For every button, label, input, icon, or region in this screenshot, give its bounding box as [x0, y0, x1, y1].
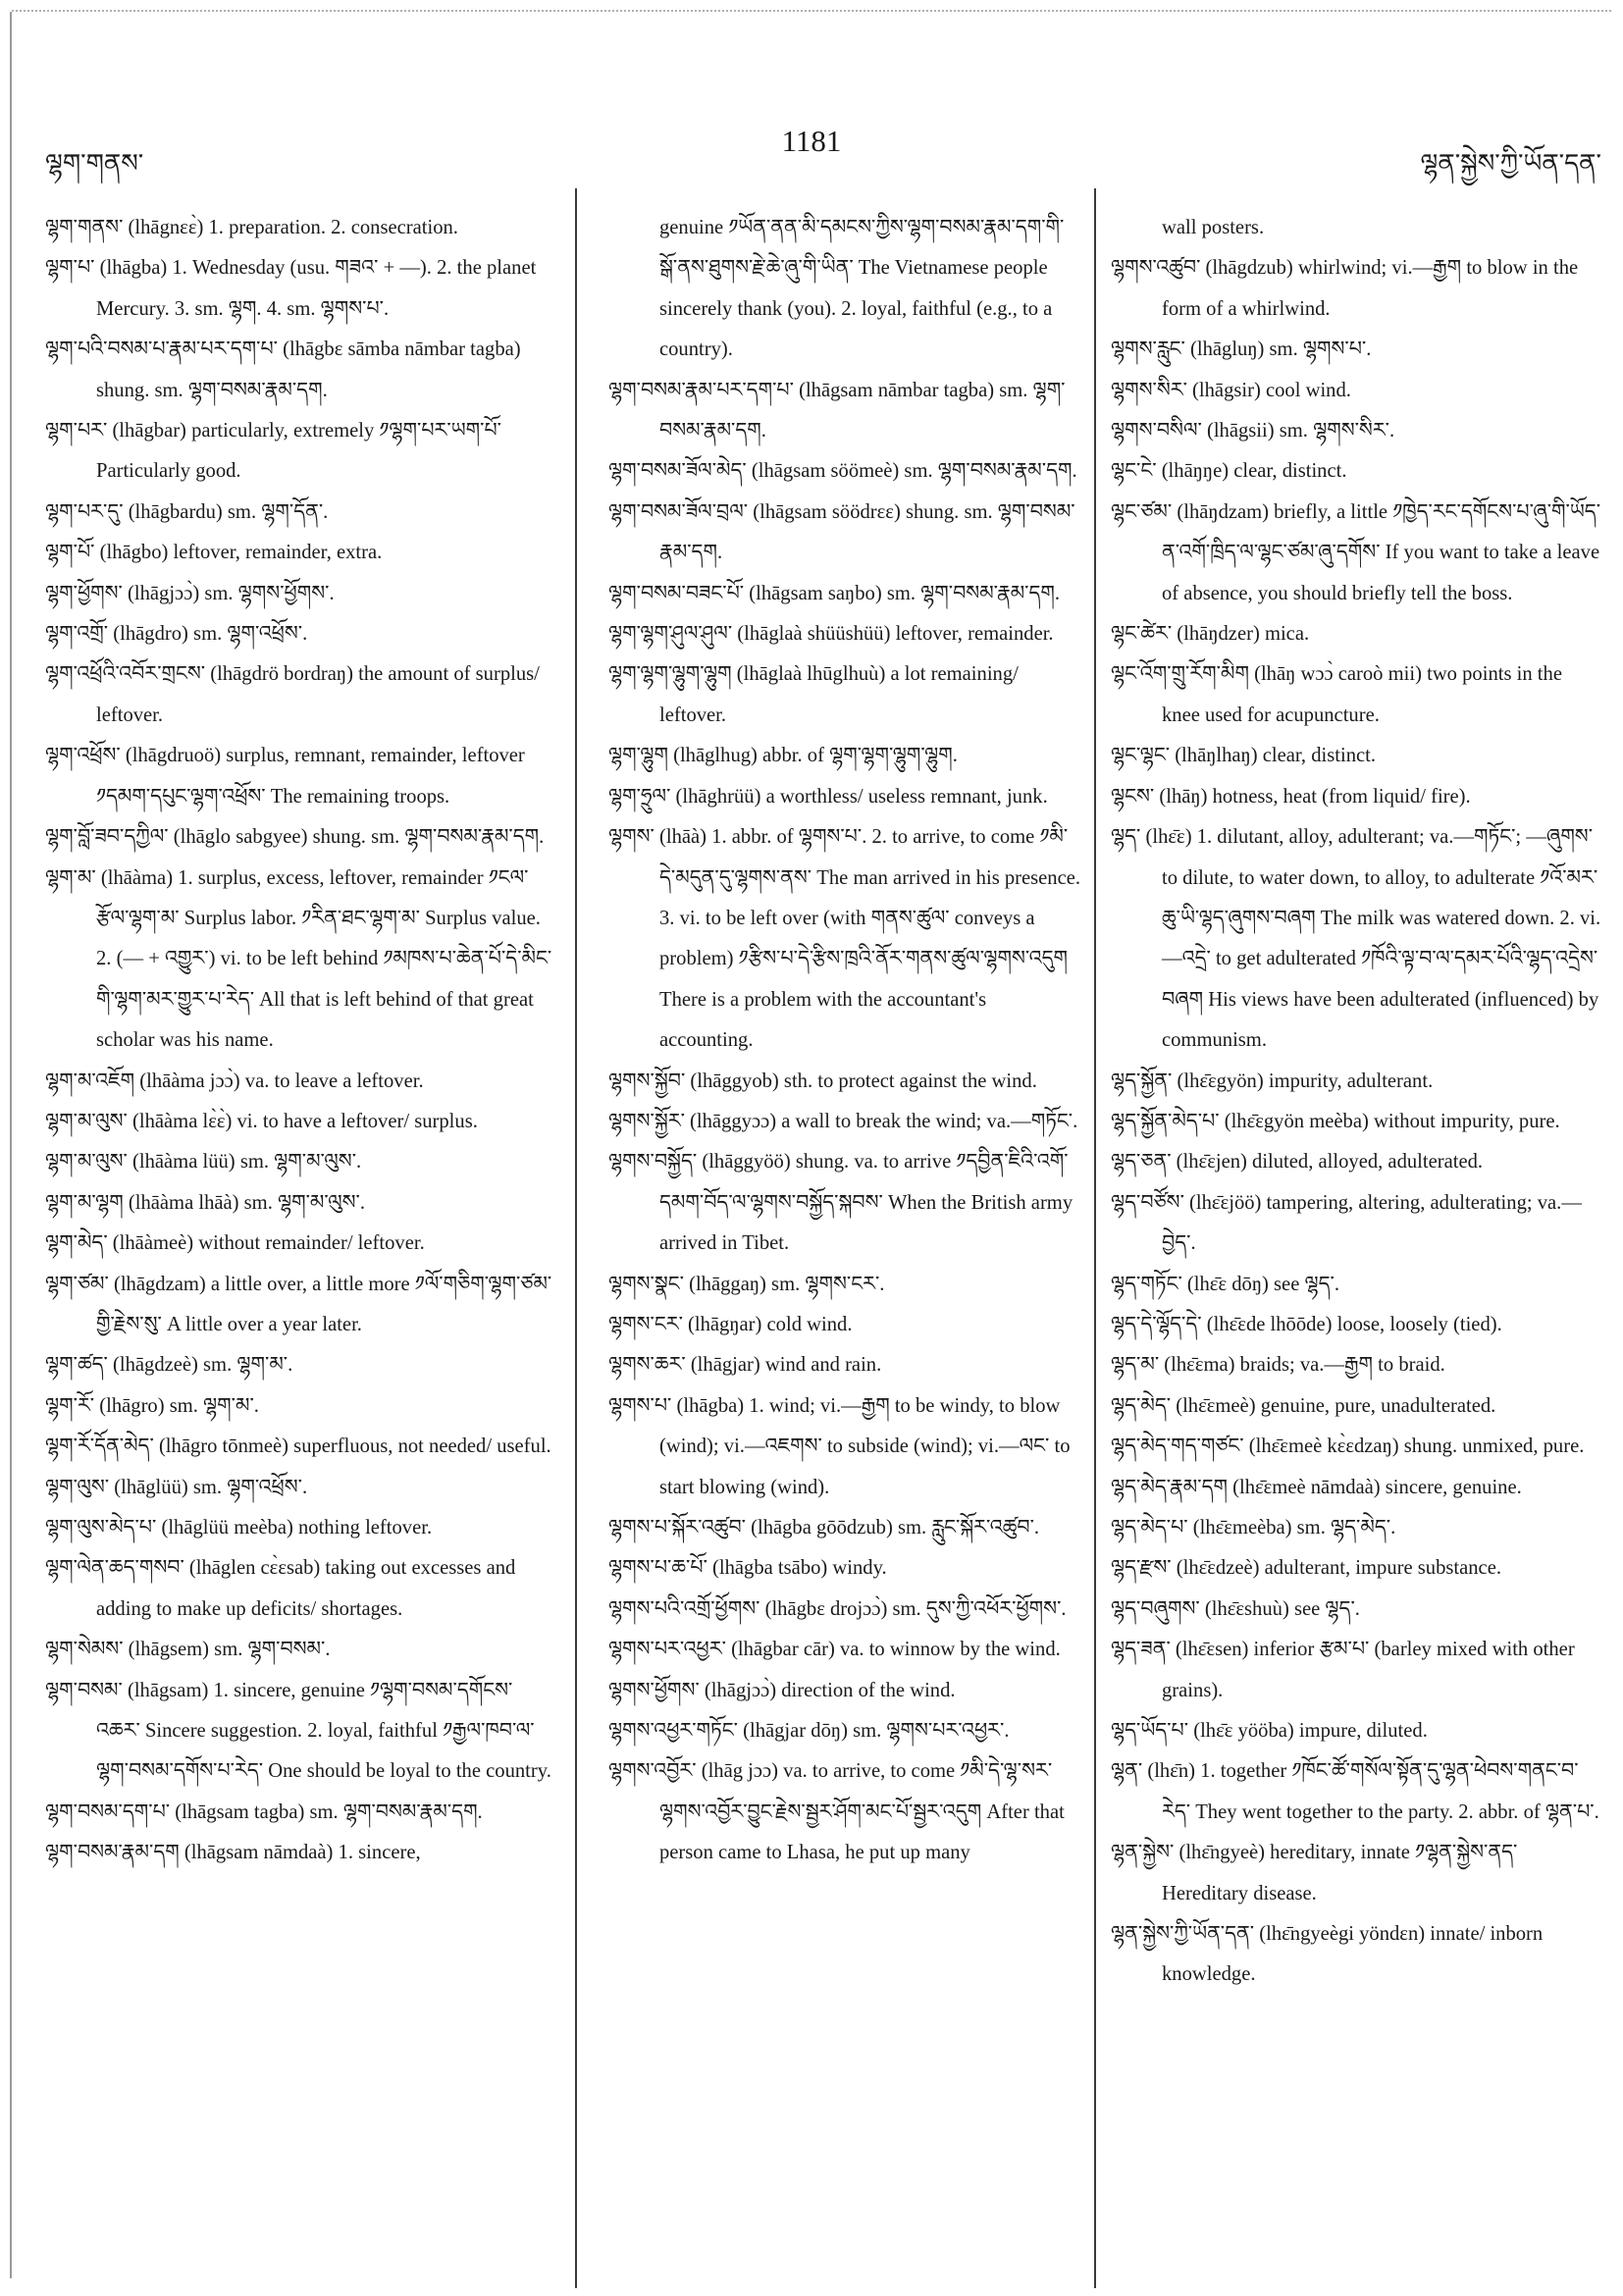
dictionary-entry: ལྷགས་བསྐྱོད་ (lhāggyöö) shung. va. to arrive ༡དབྱིན་ཇིའི་འགོ་དམག་བོད་ལ་ལྷགས་བསྐྱོད་སྐབས་ When the British army arrived in Tibet. — [608, 1151, 1073, 1255]
dictionary-entry: ལྷག་བསམ་ཟོལ་མེད་ (lhāgsam söömeè) sm. ལྷག་བསམ་རྣམ་དག. — [608, 460, 1077, 483]
dictionary-entry: ལྷག་སེམས་ (lhāgsem) sm. ལྷག་བསམ་. — [45, 1639, 331, 1661]
dictionary-entry: ལྷགས་པའི་འགྲོ་ཕྱོགས་ (lhāgbɛ drojɔɔ̀) sm. དུས་ཀྱི་འཕོར་ཕྱོགས་. — [608, 1597, 1067, 1620]
scan-left-edge — [10, 12, 12, 2278]
dictionary-entry: ལྷག་འཕྲོས་ (lhāgdruoö) surplus, remnant, remainder, leftover ༡དམག་དཔུང་ལྷག་འཕྲོས་ The remaining troops. — [45, 745, 525, 808]
dictionary-entry: ལྷན་ (lhɛ̄n) 1. together ༡ཁོང་ཚོ་གསོལ་སྟོན་དུ་ལྷན་ཕེབས་གནང་བ་རེད་ They went together to the party. 2. abbr. of ལྷན་པ་. — [1111, 1760, 1599, 1823]
dictionary-entry: ལྷགས་སིར་ (lhāgsir) cool wind. — [1111, 379, 1351, 401]
dictionary-entry: ལྷག་འགྲོ་ (lhāgdro) sm. ལྷག་འཕྲོས་. — [45, 623, 308, 646]
dictionary-entry: ལྷན་སྐྱེས་ཀྱི་ཡོན་དན་ (lhɛ̄ngyeègi yöndɛn) innate/ inborn knowledge. — [1111, 1923, 1544, 1986]
dictionary-entry: ལྷགས་སྐྱོར་ (lhāggyɔɔ) a wall to break the wind; va.—གཏོང་. — [608, 1110, 1078, 1132]
dictionary-entry: ལྷད་གཏོང་ (lhɛ̄ɛ dōŋ) see ལྷད་. — [1111, 1273, 1340, 1295]
dictionary-entry: ལྷག་བསམ་བཟང་པོ་ (lhāgsam saŋbo) sm. ལྷག་བསམ་རྣམ་དག. — [608, 582, 1061, 604]
dictionary-entry: ལྷགས་པ་སྐོར་འཚུབ་ (lhāgba gōōdzub) sm. རླུང་སྐོར་འཚུབ་. — [608, 1517, 1040, 1539]
dictionary-entry: ལྷག་བསམ་རྣམ་པར་དག་པ་ (lhāgsam nāmbar tagba) sm. ལྷག་བསམ་རྣམ་དག. — [608, 379, 1066, 443]
dictionary-entry: ལྷགས་ངར་ (lhāgŋar) cold wind. — [608, 1313, 853, 1335]
column-1 — [45, 208, 555, 1874]
dictionary-entry: ལྷག་མ་ལྷག (lhāàma lhāà) sm. ལྷག་མ་ལུས་. — [45, 1191, 366, 1214]
dictionary-entry: ལྷག་ལེན་ཆད་གསབ་ (lhāglen cɛ̀ɛsab) taking out excesses and adding to make up deficits/ shortages. — [45, 1557, 516, 1620]
column-divider-2 — [1094, 188, 1096, 2288]
dictionary-entry: ལྷད་ཅན་ (lhɛ̄ɛjen) diluted, alloyed, adulterated. — [1111, 1151, 1484, 1174]
dictionary-entry: ལྷད་མ་ (lhɛ̄ɛma) braids; va.—རྒྱག to braid. — [1111, 1354, 1445, 1377]
dictionary-entry: ལྷག་འཕྲོའི་འབོར་གྲངས་ (lhāgdrö bordraŋ) the amount of surplus/ leftover. — [45, 663, 540, 726]
dictionary-entry: ལྷག་པར་དུ་ (lhāgbardu) sm. ལྷག་དོན་. — [45, 500, 329, 523]
dictionary-entry: ལྷངས་ (lhāŋ) hotness, heat (from liquid/ fire). — [1111, 785, 1471, 808]
dictionary-entry: ལྷག་པོ་ (lhāgbo) leftover, remainder, extra. — [45, 542, 383, 564]
dictionary-entry: ལྷད་སྐྱོན་མེད་པ་ (lhɛ̄ɛgyön meèba) without impurity, pure. — [1111, 1110, 1560, 1132]
column-3 — [1111, 208, 1601, 1996]
right-guide-word: ལྷན་སྐྱེས་ཀྱི་ཡོན་དན་ — [1420, 149, 1601, 178]
left-guide-word: ལྷག་གནས་ — [45, 149, 144, 178]
dictionary-entry: ལྷག་མ་ (lhāàma) 1. surplus, excess, leftover, remainder ༡ངལ་རྩོལ་ལྷག་མ་ Surplus labor. ༡རིན་ཐང་ལྷག་མ་ Surplus value. 2. (— + འགྱུར་) vi. to be left behind ༡མཁས་པ་ཆེན་པོ་དེ་མིང་གི་ལྷག་མར་གྱུར་པ་རེད་ All that is left behind of that great scholar was his name. — [45, 866, 552, 1052]
dictionary-entry: ལྷག་གནས་ (lhāgnɛɛ̀) 1. preparation. 2. consecration. — [45, 217, 458, 238]
dictionary-entry: ལྷག་མ་ལུས་ (lhāàma lüü) sm. ལྷག་མ་ལུས་. — [45, 1151, 362, 1174]
dictionary-entry: ལྷད་མེད་པ་ (lhɛ̄ɛmeèba) sm. ལྷད་མེད་. — [1111, 1517, 1396, 1539]
dictionary-entry: ལྷད་དེ་ལྷོད་དེ་ (lhɛ̄ɛde lhōōde) loose, loosely (tied). — [1111, 1313, 1502, 1335]
dictionary-entry: ལྷང་ལྷང་ (lhāŋlhaŋ) clear, distinct. — [1111, 745, 1377, 767]
dictionary-entry: ལྷག་བསམ་རྣམ་དག (lhāgsam nāmdaà) 1. sincere, — [45, 1842, 421, 1864]
dictionary-entry: ལྷང་འོག་གྲུ་རོག་མིག (lhāŋ wɔɔ̀ caroò mii) two points in the knee used for acupuncture. — [1111, 663, 1562, 726]
dictionary-entry: ལྷག་ལྷག་ལྷུག་ལྷུག (lhāglaà lhūglhuù) a lot remaining/ leftover. — [608, 663, 1019, 726]
dictionary-entry: ལྷག་པའི་བསམ་པ་རྣམ་པར་དག་པ་ (lhāgbɛ sāmba nāmbar tagba) shung. sm. ལྷག་བསམ་རྣམ་དག. — [45, 339, 521, 401]
page-number: 1181 — [781, 124, 842, 158]
dictionary-entry: ལྷད་མེད་གད་གཙང་ (lhɛ̄ɛmeè kɛ̀ɛdzaŋ) shung. unmixed, pure. — [1111, 1435, 1585, 1458]
dictionary-entry: ལྷང་ཙམ་ (lhāŋdzam) briefly, a little ༡ཁྱེད་རང་དགོངས་པ་ཞུ་གི་ཡོད་ན་འགོ་ཁྲིད་ལ་ལྷང་ཙམ་ཞུ་དགོས་ If you want to take a leave of absence, you should briefly tell the boss. — [1111, 500, 1601, 604]
entry-continuation: genuine ༡ཡོན་ནན་མི་དམངས་ཀྱིས་ལྷག་བསམ་རྣམ་དག་གི་སྒོ་ནས་ཐུགས་རྗེ་ཆེ་ཞུ་གི་ཡིན་ The Vietnamese people sincerely thank (you). 2. loyal, faithful (e.g., to a country). — [659, 217, 1065, 361]
dictionary-entry: ལྷག་ཕྱོགས་ (lhāgjɔɔ̀) sm. ལྷགས་ཕྱོགས་. — [45, 582, 335, 604]
dictionary-entry: ལྷགས་སྣང་ (lhāggaŋ) sm. ལྷགས་ངར་. — [608, 1273, 885, 1295]
dictionary-entry: ལྷག་རོ་དོན་མེད་ (lhāgro tōnmeè) superfluous, not needed/ useful. — [45, 1435, 551, 1458]
column-divider-1 — [575, 188, 577, 2288]
dictionary-entry: ལྷག་ཚད་ (lhāgdzeè) sm. ལྷག་མ་. — [45, 1354, 293, 1377]
dictionary-entry: ལྷད་ཟན་ (lhɛ̄ɛsen) inferior རྩམ་པ་ (barley mixed with other grains). — [1111, 1639, 1575, 1701]
dictionary-entry: ལྷད་ (lhɛ̄ɛ) 1. dilutant, alloy, adulterant; va.—གཏོང་; —ཞུགས་ to dilute, to water down, to alloy, to adulterate ༡འོ་མར་ཆུ་ཡི་ལྷད་ཞུགས་བཞག The milk was watered down. 2. vi.—འདྲེ་ to get adulterated ༡ཁོའི་ལྟ་བ་ལ་དམར་པོའི་ལྷད་འདྲེས་བཞག His views have been adulterated (influenced) by communism. — [1111, 826, 1601, 1052]
dictionary-entry: ལྷག་ལུས་ (lhāglüü) sm. ལྷག་འཕྲོས་. — [45, 1476, 308, 1498]
dictionary-entry: ལྷག་ལྷུག (lhāglhug) abbr. of ལྷག་ལྷག་ལྷུག་ལྷུག. — [608, 745, 958, 767]
dictionary-entry: ལྷག་པ་ (lhāgba) 1. Wednesday (usu. གཟའ་ + —). 2. the planet Mercury. 3. sm. ལྷག. 4. sm. ལྷགས་པ་. — [45, 257, 537, 320]
dictionary-entry: ལྷད་བཙོས་ (lhɛ̄ɛjöö) tampering, altering, adulterating; va.—བྱེད་. — [1111, 1191, 1582, 1255]
dictionary-entry: ལྷག་ལྷག་ཤུལ་ཤུལ་ (lhāglaà shüüshüü) leftover, remainder. — [608, 623, 1054, 646]
dictionary-entry: ལྷགས་འཚུབ་ (lhāgdzub) whirlwind; vi.—རྒྱག to blow in the form of a whirlwind. — [1111, 257, 1579, 320]
dictionary-entry: ལྷགས་ (lhāà) 1. abbr. of ལྷགས་པ་. 2. to arrive, to come ༡མི་དེ་མདུན་དུ་ལྷགས་ནས་ The man arrived in his presence. 3. vi. to be left over (with གནས་ཚུལ་ conveys a problem) ༡རྩིས་པ་དེ་རྩིས་ཁྲའི་ནོར་གནས་ཚུལ་ལྷགས་འདུག There is a problem with the accountant's accounting. — [608, 826, 1081, 1052]
dictionary-entry: ལྷད་སྐྱོན་ (lhɛ̄ɛgyön) impurity, adulterant. — [1111, 1070, 1434, 1092]
dictionary-entry: ལྷག་མ་ལུས་ (lhāàma lɛ̀ɛ̀) vi. to have a leftover/ surplus. — [45, 1110, 478, 1132]
dictionary-entry: ལྷག་བསམ་ཟོལ་བྲལ་ (lhāgsam söödrɛɛ) shung. sm. ལྷག་བསམ་རྣམ་དག. — [608, 500, 1075, 564]
dictionary-entry: ལྷགས་ཕྱོགས་ (lhāgjɔɔ̀) direction of the wind. — [608, 1679, 956, 1701]
dictionary-entry: ལྷད་བཞུགས་ (lhɛ̄ɛshuù) see ལྷད་. — [1111, 1597, 1360, 1620]
column-2 — [608, 208, 1081, 1874]
dictionary-entry: ལྷགས་པར་འཕྱར་ (lhāgbar cār) va. to winnow by the wind. — [608, 1639, 1061, 1661]
dictionary-entry: ལྷགས་སྐྱོབ་ (lhāggyob) sth. to protect against the wind. — [608, 1070, 1037, 1092]
dictionary-entry: ལྷགས་རླུང་ (lhāgluŋ) sm. ལྷགས་པ་. — [1111, 339, 1372, 361]
dictionary-entry: ལྷགས་པ་ཆ་པོ་ (lhāgba tsābo) windy. — [608, 1557, 887, 1580]
dictionary-entry: ལྷང་ངེ་ (lhāŋŋe) clear, distinct. — [1111, 460, 1347, 483]
dictionary-entry: ལྷགས་འབྱོར་ (lhāg jɔɔ) va. to arrive, to come ༡མི་དེ་ལྷ་སར་ལྷགས་འབྱོར་བྱུང་རྗེས་སྦྱར་ཤོག་མང་པོ་སྦྱར་འདུག After that person came to Lhasa, he put up many — [608, 1760, 1065, 1864]
dictionary-entry: ལྷག་པར་ (lhāgbar) particularly, extremely ༡ལྷག་པར་ཡག་པོ་ Particularly good. — [45, 420, 501, 483]
dictionary-entry: ལྷགས་བསིལ་ (lhāgsii) sm. ལྷགས་སིར་. — [1111, 420, 1395, 443]
dictionary-entry: ལྷགས་པ་ (lhāgba) 1. wind; vi.—རྒྱག to be windy, to blow (wind); vi.—འཇགས་ to subside (wind); vi.—ལང་ to start blowing (wind). — [608, 1394, 1071, 1498]
scan-top-edge — [12, 10, 1611, 12]
dictionary-entry: ལྷག་རོ་ (lhāgro) sm. ལྷག་མ་. — [45, 1394, 259, 1417]
dictionary-entry: ལྷག་མེད་ (lhāàmeè) without remainder/ leftover. — [45, 1232, 425, 1255]
dictionary-entry: ལྷད་མེད་རྣམ་དག (lhɛ̄ɛmeè nāmdaà) sincere, genuine. — [1111, 1476, 1522, 1498]
dictionary-entry: ལྷད་རྫས་ (lhɛ̄ɛdzeè) adulterant, impure substance. — [1111, 1557, 1501, 1580]
page-header — [0, 116, 1623, 178]
dictionary-entry: ལྷགས་ཆར་ (lhāgjar) wind and rain. — [608, 1354, 882, 1377]
dictionary-entry: ལྷག་ལུས་མེད་པ་ (lhāglüü meèba) nothing leftover. — [45, 1517, 433, 1539]
dictionary-entry: ལྷགས་འཕྱར་གཏོང་ (lhāgjar dōŋ) sm. ལྷགས་པར་འཕྱར་. — [608, 1720, 1010, 1743]
dictionary-entry: ལྷག་ཧྲུལ་ (lhāghrüü) a worthless/ useless remnant, junk. — [608, 785, 1048, 808]
dictionary-entry: ལྷག་བློ་ཟབ་དཀྱིལ་ (lhāglo sabgyee) shung. sm. ལྷག་བསམ་རྣམ་དག. — [45, 826, 545, 849]
entry-continuation: wall posters. — [1162, 217, 1265, 238]
dictionary-entry: ལྷང་ཚེར་ (lhāŋdzer) mica. — [1111, 623, 1310, 646]
dictionary-entry: ལྷག་ཙམ་ (lhāgdzam) a little over, a little more ༡ལོ་གཅིག་ལྷག་ཙམ་གྱི་རྗེས་སུ་ A little over a year later. — [45, 1273, 552, 1335]
dictionary-entry: ལྷག་བསམ་ (lhāgsam) 1. sincere, genuine ༡ལྷག་བསམ་དགོངས་འཆར་ Sincere suggestion. 2. loyal, faithful ༡རྒྱལ་ཁབ་ལ་ལྷག་བསམ་དགོས་པ་རེད་ One should be loyal to the country. — [45, 1679, 551, 1783]
dictionary-entry: ལྷན་སྐྱེས་ (lhɛ̄ngyeè) hereditary, innate ༡ལྷན་སྐྱེས་ནད་ Hereditary disease. — [1111, 1842, 1518, 1905]
dictionary-entry: ལྷད་མེད་ (lhɛ̄ɛmeè) genuine, pure, unadulterated. — [1111, 1394, 1496, 1417]
dictionary-entry: ལྷག་མ་འཇོག (lhāàma jɔɔ̀) va. to leave a leftover. — [45, 1070, 424, 1092]
dictionary-entry: ལྷག་བསམ་དག་པ་ (lhāgsam tagba) sm. ལྷག་བསམ་རྣམ་དག. — [45, 1800, 483, 1823]
dictionary-entry: ལྷད་ཡོད་པ་ (lhɛ̄ɛ yööba) impure, diluted. — [1111, 1720, 1428, 1743]
